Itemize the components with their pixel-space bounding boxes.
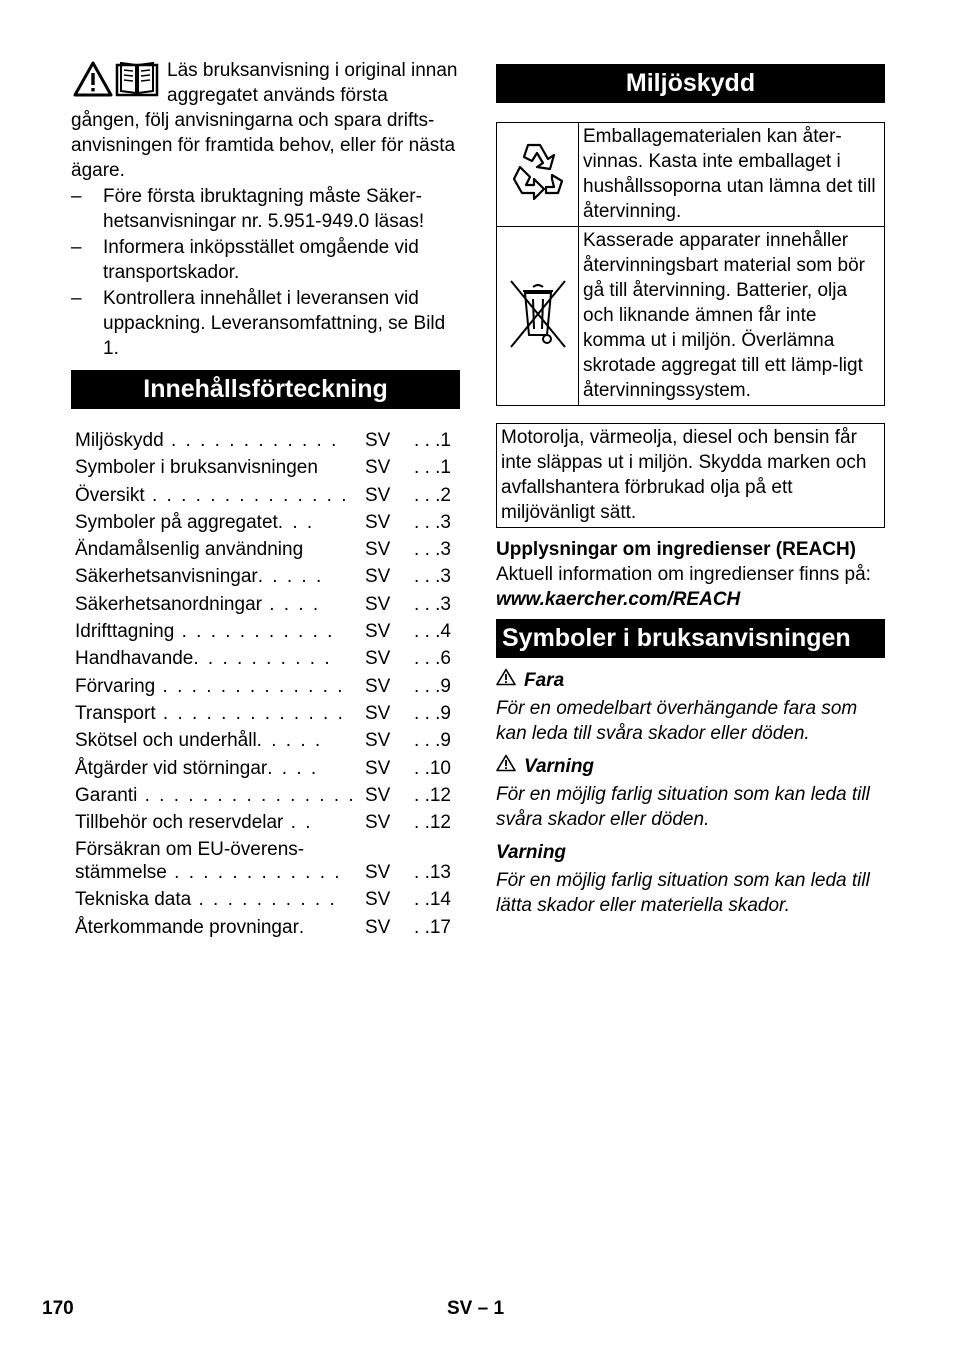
toc-row[interactable]: Tekniska data . . . . . . . . . . SV . .14 — [75, 889, 451, 911]
toc-row[interactable]: Symboler i bruksanvisningen SV . . .1 — [75, 457, 451, 479]
list-item: – Före första ibruktagning måste Säker-hetsanvisningar nr. 5.951-949.0 läsas! — [71, 186, 425, 232]
symbol-label-danger: Fara — [496, 668, 885, 693]
toc-row[interactable]: Översikt . . . . . . . . . . . . . . SV . . .2 — [75, 484, 451, 506]
list-item: – Informera inköpsstället omgående vid transportskador. — [71, 237, 419, 283]
icon-cell — [497, 227, 579, 406]
list-item: – Kontrollera innehållet i leveransen vid uppackning. Leveransomfattning, se Bild 1. — [71, 288, 446, 359]
warning-triangle-icon — [73, 60, 113, 103]
left-column — [71, 58, 460, 941]
toc-row[interactable]: Skötsel och underhåll. . . . . SV . . .9 — [75, 730, 451, 752]
table-of-contents — [71, 427, 460, 941]
crossed-bin-icon — [503, 337, 573, 358]
toc-row[interactable]: Symboler på aggregatet. . . SV . . .3 — [75, 511, 451, 533]
environment-table — [496, 122, 885, 406]
recycle-icon — [500, 193, 576, 214]
oil-notice-box: Motorolja, värmeolja, diesel och bensin får inte släppas ut i miljön. Skydda marken och avfallshantera förbrukad olja på ett miljövänligt sätt. — [496, 423, 885, 528]
intro-bullets — [71, 184, 460, 361]
symbols-section — [496, 668, 885, 918]
right-column — [496, 64, 885, 918]
symbol-text-danger: För en omedelbart överhängande fara som kan leda till svåra skador eller döden. — [496, 698, 858, 744]
toc-heading: Innehållsförteckning — [71, 370, 460, 409]
symbol-text-caution: För en möjlig farlig situation som kan leda till lätta skador eller materiella skador. — [496, 870, 870, 916]
reach-link[interactable]: www.kaercher.com/REACH — [496, 589, 741, 610]
toc-row[interactable]: Förvaring . . . . . . . . . . . . . SV . . .9 — [75, 675, 451, 697]
icon-cell — [497, 123, 579, 227]
toc-row[interactable]: Idrifttagning . . . . . . . . . . . SV . . .4 — [75, 621, 451, 643]
reach-text: Aktuell information om ingredienser finns på: — [496, 564, 871, 585]
disposal-text: Kasserade apparater innehåller återvinningsbart material som bör gå till återvinning. Batterier, olja och liknande ämnen får inte komma ut i miljön. Överlämna skrotade aggregat till ett lämp-ligt återvinningssystem. — [579, 227, 885, 406]
section-label: SV – 1 — [447, 1298, 505, 1319]
toc-row[interactable]: Handhavande. . . . . . . . . . SV . . .6 — [75, 648, 451, 670]
symbol-label-warning: Varning — [496, 754, 885, 779]
toc-row[interactable]: Transport . . . . . . . . . . . . . SV . . .9 — [75, 702, 451, 724]
recycle-text: Emballagematerialen kan åter-vinnas. Kasta inte emballaget i hushållssoporna utan lämna det till återvinning. — [579, 123, 885, 227]
symbol-label-caution: Varning — [496, 842, 567, 863]
table-row — [497, 123, 885, 227]
toc-row[interactable]: Säkerhetsanordningar . . . . SV . . .3 — [75, 593, 451, 615]
toc-row[interactable]: Garanti . . . . . . . . . . . . . . . SV . .12 — [75, 784, 451, 806]
toc-row[interactable]: Försäkran om EU-överens- stämmelse . . . . . . . . . . . . SV . .13 — [75, 839, 451, 884]
warning-triangle-icon — [496, 754, 516, 779]
reach-heading: Upplysningar om ingredienser (REACH) — [496, 539, 856, 560]
toc-row[interactable]: Säkerhetsanvisningar. . . . . SV . . .3 — [75, 566, 451, 588]
environment-heading: Miljöskydd — [496, 64, 885, 103]
toc-row[interactable]: Återkommande provningar. SV . .17 — [75, 916, 451, 938]
manual-book-icon — [115, 60, 159, 103]
warning-triangle-icon — [496, 668, 516, 693]
intro-section — [71, 58, 460, 361]
page-number: 170 — [42, 1298, 74, 1319]
intro-text: Läs bruksanvisning i original innan aggregatet används första gången, följ anvisningarna och spara drifts-anvisningen för framtida behov, eller för nästa ägare. — [71, 60, 458, 181]
intro-icons — [73, 60, 159, 103]
symbols-heading: Symboler i bruksanvisningen — [496, 619, 885, 658]
reach-section — [496, 537, 885, 612]
toc-row[interactable]: Ändamålsenlig användning SV . . .3 — [75, 539, 451, 561]
toc-row[interactable]: Tillbehör och reservdelar . . SV . .12 — [75, 812, 451, 834]
toc-row[interactable]: Miljöskydd . . . . . . . . . . . . SV . . .1 — [75, 430, 451, 451]
toc-row[interactable]: Åtgärder vid störningar. . . . SV . .10 — [75, 757, 451, 779]
symbol-text-warning: För en möjlig farlig situation som kan leda till svåra skador eller döden. — [496, 784, 870, 830]
table-row — [497, 227, 885, 406]
